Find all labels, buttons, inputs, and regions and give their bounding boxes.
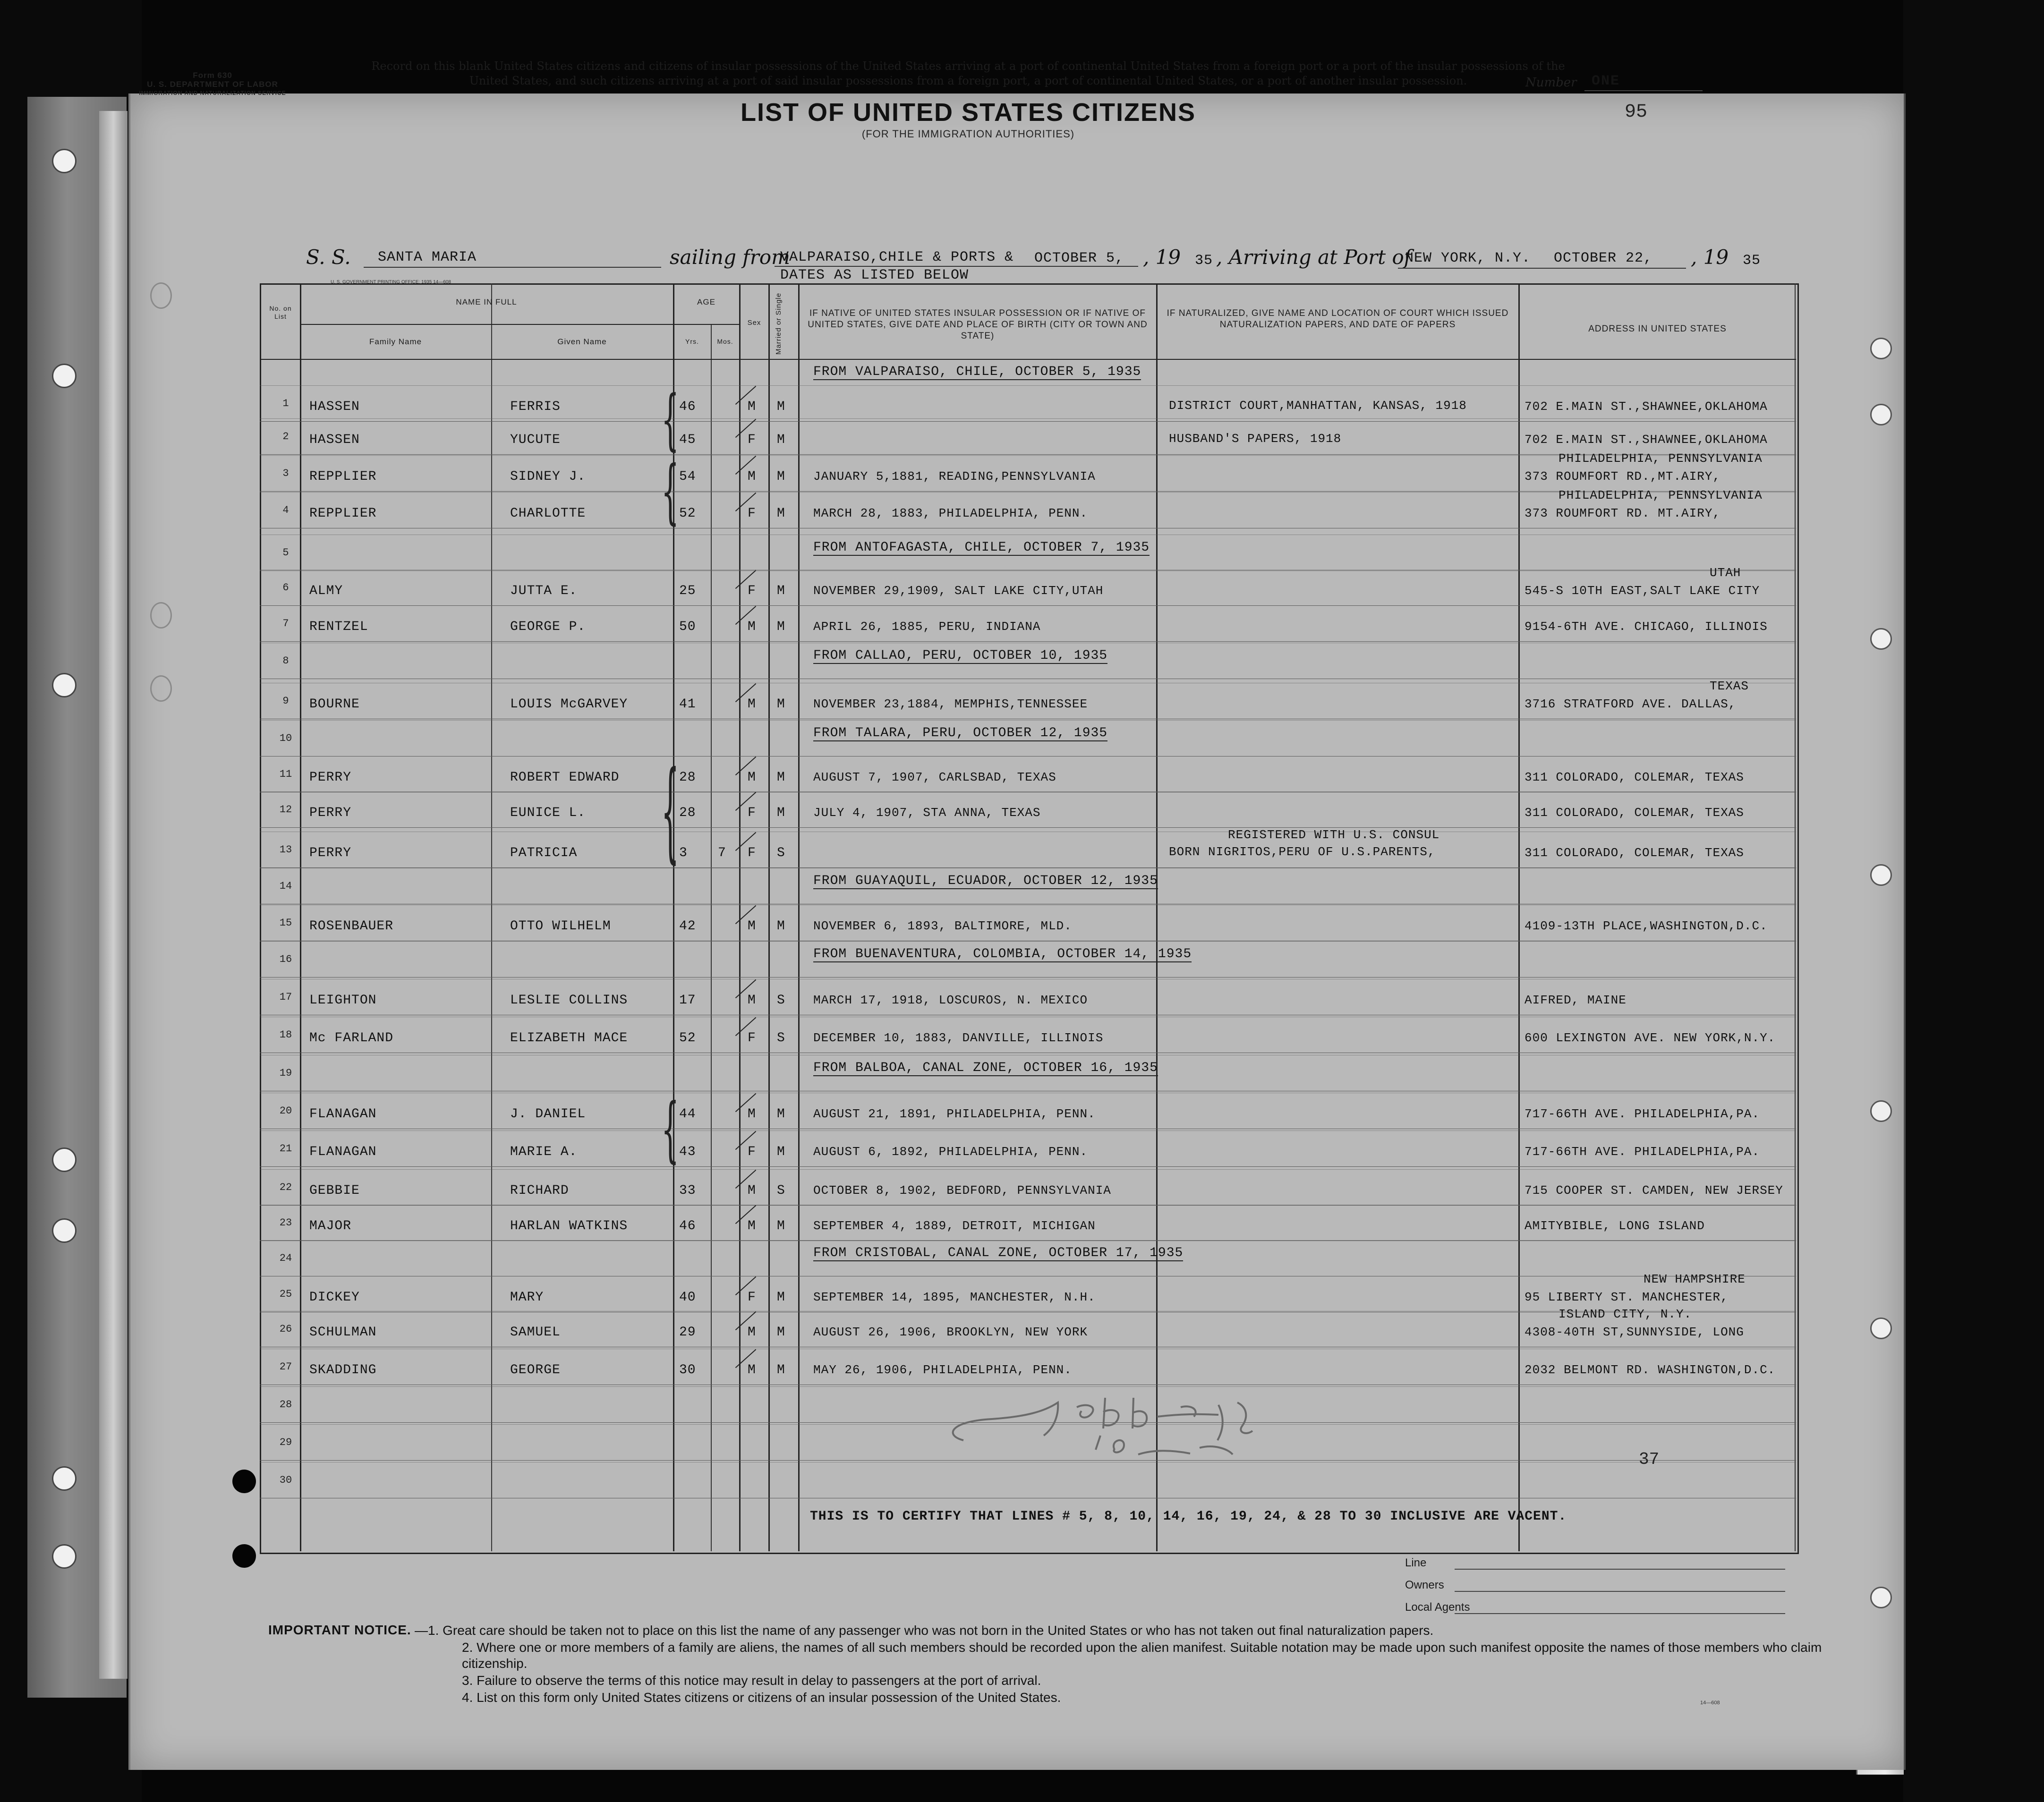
binder-hole — [52, 1544, 77, 1569]
age-years: 41 — [679, 697, 696, 712]
margin-circle — [150, 282, 172, 309]
age-years: 46 — [679, 400, 696, 414]
arrival-underline — [1398, 268, 1686, 269]
naturalization: BORN NIGRITOS,PERU OF U.S.PARENTS, — [1169, 845, 1436, 859]
marital-status: M — [777, 697, 785, 712]
departure-port-line2: DATES AS LISTED BELOW — [780, 267, 969, 283]
header-family-name: Family Name — [369, 337, 422, 346]
line-number: 12 — [279, 804, 292, 816]
row-rule — [260, 1240, 1796, 1241]
naturalization: HUSBAND'S PAPERS, 1918 — [1169, 432, 1342, 446]
family-name: PERRY — [309, 770, 352, 785]
line-number: 26 — [279, 1323, 292, 1335]
family-name: Mc FARLAND — [309, 1031, 394, 1046]
col-divider — [739, 283, 741, 1551]
line-number: 3 — [282, 468, 289, 479]
ship-underline — [364, 267, 661, 268]
arriving-label: , Arriving at Port of — [1216, 246, 1412, 269]
line-number: 16 — [279, 953, 292, 965]
given-name: OTTO WILHELM — [510, 919, 611, 934]
col-divider — [1156, 283, 1158, 1551]
family-name: BOURNE — [309, 697, 360, 712]
line-number: 20 — [279, 1105, 292, 1117]
sex: M — [748, 1183, 756, 1198]
line-number: 25 — [279, 1288, 292, 1300]
marital-status: M — [777, 469, 785, 484]
family-name: LEIGHTON — [309, 993, 377, 1008]
notice-item-1: —1. Great care should be taken not to place on this list the name of any passenger who was not born in the United States or who has not taken out final naturalization papers. — [415, 1623, 1434, 1638]
binder-hole — [52, 149, 77, 173]
family-name: REPPLIER — [309, 506, 377, 521]
address: 4308-40TH ST,SUNNYSIDE, LONG — [1524, 1325, 1744, 1339]
col-divider — [300, 283, 301, 1551]
header-married-single: Married or Single — [775, 292, 783, 355]
address: 3716 STRATFORD AVE. DALLAS, — [1524, 697, 1737, 711]
age-years: 25 — [679, 584, 696, 598]
address: 373 ROUMFORT RD. MT.AIRY, — [1524, 506, 1721, 520]
col-divider — [711, 324, 712, 1551]
sex: F — [748, 506, 756, 521]
line-number: 13 — [279, 844, 292, 856]
row-rule — [260, 641, 1796, 642]
birth-date-place: NOVEMBER 23,1884, MEMPHIS,TENNESSEE — [813, 697, 1088, 711]
page-subtitle: (FOR THE IMMIGRATION AUTHORITIES) — [861, 128, 1075, 140]
address: 4109-13TH PLACE,WASHINGTON,D.C. — [1524, 919, 1768, 933]
margin-number: 37 — [1639, 1450, 1660, 1469]
family-name: HASSEN — [309, 400, 360, 414]
marital-status: M — [777, 1107, 785, 1122]
address: 702 E.MAIN ST.,SHAWNEE,OKLAHOMA — [1524, 400, 1768, 414]
birth-date-place: MAY 26, 1906, PHILADELPHIA, PENN. — [813, 1363, 1072, 1377]
address: 95 LIBERTY ST. MANCHESTER, — [1524, 1290, 1729, 1304]
line-number: 24 — [279, 1252, 292, 1264]
age-years: 40 — [679, 1290, 696, 1305]
age-years: 45 — [679, 433, 696, 447]
line-number: 23 — [279, 1217, 292, 1229]
sex: F — [748, 1031, 756, 1046]
section-header: FROM BALBOA, CANAL ZONE, OCTOBER 16, 1935 — [813, 1061, 1158, 1075]
family-brace: { — [661, 1088, 680, 1172]
given-name: FERRIS — [510, 400, 561, 414]
punch-hole — [232, 1544, 256, 1568]
address: 717-66TH AVE. PHILADELPHIA,PA. — [1524, 1107, 1760, 1121]
birth-date-place: DECEMBER 10, 1883, DANVILLE, ILLINOIS — [813, 1031, 1104, 1045]
age-years: 30 — [679, 1363, 696, 1377]
given-name: CHARLOTTE — [510, 506, 586, 521]
departure-port: VALPARAISO,CHILE & PORTS & — [780, 249, 1014, 265]
address-line-top: ISLAND CITY, N.Y. — [1559, 1307, 1692, 1321]
form-number: Form 630 — [193, 71, 232, 80]
owners-underline — [1455, 1591, 1785, 1592]
binder-hole — [52, 1466, 77, 1491]
col-divider — [491, 283, 492, 1551]
given-name: J. DANIEL — [510, 1107, 586, 1122]
arrival-port: NEW YORK, N.Y. — [1405, 250, 1531, 266]
given-name: LOUIS McGARVEY — [510, 697, 628, 712]
row-rule — [260, 941, 1796, 942]
header-no-on-list: No. on List — [269, 305, 292, 320]
birth-date-place: SEPTEMBER 4, 1889, DETROIT, MICHIGAN — [813, 1219, 1096, 1233]
family-name: ALMY — [309, 584, 343, 598]
arrival-year-prefix: , 19 — [1691, 246, 1729, 269]
row-rule — [260, 977, 1796, 978]
marital-status: M — [777, 1363, 785, 1377]
birth-date-place: AUGUST 6, 1892, PHILADELPHIA, PENN. — [813, 1145, 1088, 1159]
line-number: 18 — [279, 1029, 292, 1041]
notice-item-2: 2. Where one or more members of a family are aliens, the names of all such members should be recorded upon the alien manifest. Suitable notation may be made upon such manifest opposite the names of those members who claim citizenship. — [462, 1640, 1822, 1671]
row-rule — [260, 418, 1796, 419]
row-rule — [260, 1169, 1796, 1170]
line-number: 21 — [279, 1143, 292, 1155]
sex: F — [748, 584, 756, 598]
header-birthplace: IF NATIVE OF UNITED STATES INSULAR POSSESSION OR IF NATIVE OF UNITED STATES, GIVE DATE AND PLACE OF BIRTH (CITY OR TOWN AND STATE) — [808, 308, 1148, 341]
birth-date-place: AUGUST 7, 1907, CARLSBAD, TEXAS — [813, 770, 1056, 784]
naturalization-line1: REGISTERED WITH U.S. CONSUL — [1228, 828, 1440, 842]
section-header: FROM GUAYAQUIL, ECUADOR, OCTOBER 12, 1935 — [813, 874, 1158, 888]
line-number: 9 — [282, 695, 289, 707]
sex: M — [748, 1107, 756, 1122]
sex: F — [748, 806, 756, 820]
row-rule — [260, 605, 1796, 606]
certification-text: THIS IS TO CERTIFY THAT LINES # 5, 8, 10, 14, 16, 19, 24, & 28 TO 30 INCLUSIVE ARE VACENT. — [810, 1509, 1567, 1524]
age-years: 17 — [679, 993, 696, 1008]
binder-hole — [52, 364, 77, 388]
sex: M — [748, 1325, 756, 1340]
given-name: YUCUTE — [510, 433, 561, 447]
header-given-name: Given Name — [557, 337, 607, 346]
family-brace: { — [661, 382, 680, 459]
col-divider — [768, 283, 770, 1551]
given-name: GEORGE P. — [510, 620, 586, 634]
given-name: JUTTA E. — [510, 584, 578, 598]
marital-status: S — [777, 1183, 785, 1198]
line-number: 29 — [279, 1436, 292, 1448]
marital-status: M — [777, 1325, 785, 1340]
family-name: SKADDING — [309, 1363, 377, 1377]
binder-strip-inner — [99, 111, 128, 1679]
address-line-top: NEW HAMPSHIRE — [1644, 1272, 1746, 1286]
section-header: FROM CALLAO, PERU, OCTOBER 10, 1935 — [813, 648, 1108, 663]
address-line-top: UTAH — [1710, 566, 1741, 580]
ship-name: SANTA MARIA — [378, 249, 477, 265]
address: 600 LEXINGTON AVE. NEW YORK,N.Y. — [1524, 1031, 1776, 1045]
section-header: FROM CRISTOBAL, CANAL ZONE, OCTOBER 17, 1935 — [813, 1246, 1184, 1260]
tab-hole — [1870, 864, 1892, 886]
family-name: FLANAGAN — [309, 1145, 377, 1159]
line-number: 14 — [279, 880, 292, 892]
sex: M — [748, 1363, 756, 1377]
header-address: ADDRESS IN UNITED STATES — [1588, 324, 1727, 334]
address: 311 COLORADO, COLEMAR, TEXAS — [1524, 846, 1744, 860]
birth-date-place: AUGUST 26, 1906, BROOKLYN, NEW YORK — [813, 1325, 1088, 1339]
given-name: MARIE A. — [510, 1145, 578, 1159]
family-name: HASSEN — [309, 433, 360, 447]
ss-label: S. S. — [306, 246, 351, 269]
number-underline — [1584, 90, 1703, 91]
given-name: EUNICE L. — [510, 806, 586, 820]
age-years: 3 — [679, 846, 688, 860]
family-name: MAJOR — [309, 1219, 352, 1233]
sex: M — [748, 469, 756, 484]
birth-date-place: AUGUST 21, 1891, PHILADELPHIA, PENN. — [813, 1107, 1096, 1121]
page-number: 95 — [1625, 102, 1648, 123]
row-rule — [260, 827, 1796, 828]
age-years: 52 — [679, 1031, 696, 1046]
age-years: 28 — [679, 770, 696, 785]
address-line-top: PHILADELPHIA, PENNSYLVANIA — [1559, 451, 1763, 466]
family-brace: { — [661, 748, 680, 876]
address: 2032 BELMONT RD. WASHINGTON,D.C. — [1524, 1363, 1776, 1377]
section-header: FROM ANTOFAGASTA, CHILE, OCTOBER 7, 1935 — [813, 540, 1150, 555]
section-header: FROM TALARA, PERU, OCTOBER 12, 1935 — [813, 726, 1108, 740]
given-name: PATRICIA — [510, 846, 578, 860]
family-name: GEBBIE — [309, 1183, 360, 1198]
sex: M — [748, 697, 756, 712]
header-mos: Mos. — [717, 338, 733, 345]
marital-status: M — [777, 1290, 785, 1305]
page-title: LIST OF UNITED STATES CITIZENS — [741, 98, 1196, 127]
line-label: Line — [1405, 1556, 1427, 1569]
row-rule — [260, 570, 1796, 571]
line-number: 1 — [282, 398, 289, 409]
given-name: SIDNEY J. — [510, 469, 586, 484]
line-number: 22 — [279, 1182, 292, 1193]
marital-status: M — [777, 770, 785, 785]
birth-date-place: NOVEMBER 6, 1893, BALTIMORE, MLD. — [813, 919, 1072, 933]
col-divider — [1795, 283, 1796, 1551]
family-name: ROSENBAUER — [309, 919, 394, 934]
address: 373 ROUMFORT RD.,MT.AIRY, — [1524, 469, 1721, 484]
sex: F — [748, 846, 756, 860]
birth-date-place: JULY 4, 1907, STA ANNA, TEXAS — [813, 806, 1041, 820]
sex: M — [748, 770, 756, 785]
line-number: 7 — [282, 618, 289, 629]
line-number: 10 — [279, 732, 292, 744]
age-years: 54 — [679, 469, 696, 484]
marital-status: M — [777, 433, 785, 447]
sex: M — [748, 919, 756, 934]
number-label: Number — [1525, 76, 1577, 90]
sex: F — [748, 1290, 756, 1305]
line-number: 6 — [282, 582, 289, 594]
age-years: 43 — [679, 1145, 696, 1159]
header-age: AGE — [697, 298, 715, 306]
given-name: LESLIE COLLINS — [510, 993, 628, 1008]
row-rule — [260, 385, 1796, 386]
age-years: 50 — [679, 620, 696, 634]
header-yrs: Yrs. — [685, 338, 699, 345]
notice-item-4: 4. List on this form only United States citizens or citizens of an insular possession of the United States. — [462, 1690, 1061, 1705]
age-years: 42 — [679, 919, 696, 934]
notice-heading: IMPORTANT NOTICE. — [268, 1623, 411, 1637]
sex: M — [748, 620, 756, 634]
intro-text: Record on this blank United States citizens and citizens of insular possessions of the United States arriving at a port of continental United States from a foreign port or a port of the insular possessions of the United States, and such citizens arriving at a port of said insular possessions from a foreign port, a port of continental United States, or a port of another insular possession. — [371, 60, 1565, 87]
tab-hole — [1870, 338, 1892, 359]
binder-hole — [52, 673, 77, 697]
row-rule — [260, 720, 1796, 721]
header-naturalized: IF NATURALIZED, GIVE NAME AND LOCATION OF COURT WHICH ISSUED NATURALIZATION PAPERS, AND DATE OF PAPERS — [1167, 308, 1509, 330]
binder-hole — [52, 1218, 77, 1243]
handwritten-signature — [935, 1384, 1275, 1464]
form-identifier — [132, 71, 293, 98]
col-divider — [798, 283, 800, 1551]
sex: M — [748, 1219, 756, 1233]
family-name: PERRY — [309, 806, 352, 820]
line-number: 11 — [279, 768, 292, 780]
family-brace: { — [661, 451, 680, 533]
row-rule — [260, 1130, 1796, 1131]
family-name: DICKEY — [309, 1290, 360, 1305]
birth-date-place: MARCH 17, 1918, LOSCUROS, N. MEXICO — [813, 993, 1088, 1007]
age-years: 44 — [679, 1107, 696, 1122]
line-number: 17 — [279, 991, 292, 1003]
sex: F — [748, 433, 756, 447]
birth-date-place: NOVEMBER 29,1909, SALT LAKE CITY,UTAH — [813, 584, 1104, 598]
tab-hole — [1870, 628, 1892, 650]
sail-date: OCTOBER 5, — [1034, 250, 1124, 266]
line-number: 15 — [279, 917, 292, 929]
printer-note: U. S. GOVERNMENT PRINTING OFFICE: 1935 14—608 — [331, 280, 451, 285]
marital-status: M — [777, 1145, 785, 1159]
line-number: 8 — [282, 655, 289, 667]
address: AIFRED, MAINE — [1524, 993, 1627, 1007]
given-name: SAMUEL — [510, 1325, 561, 1340]
address: AMITYBIBLE, LONG ISLAND — [1524, 1219, 1705, 1233]
address-line-top: TEXAS — [1710, 679, 1749, 693]
given-name: RICHARD — [510, 1183, 569, 1198]
birth-date-place: APRIL 26, 1885, PERU, INDIANA — [813, 620, 1041, 634]
age-months: 7 — [718, 846, 726, 860]
address-line-top: PHILADELPHIA, PENNSYLVANIA — [1559, 488, 1763, 502]
form-footer-code: 14—608 — [1700, 1700, 1720, 1706]
birth-date-place: SEPTEMBER 14, 1895, MANCHESTER, N.H. — [813, 1290, 1096, 1304]
line-number: 2 — [282, 431, 289, 442]
row-rule — [260, 421, 1796, 422]
address: 717-66TH AVE. PHILADELPHIA,PA. — [1524, 1145, 1760, 1159]
marital-status: M — [777, 400, 785, 414]
marital-status: M — [777, 806, 785, 820]
notice-item-3: 3. Failure to observe the terms of this notice may result in delay to passengers at the port of arrival. — [462, 1673, 1041, 1688]
age-years: 28 — [679, 806, 696, 820]
tab-hole — [1870, 1100, 1892, 1122]
given-name: ROBERT EDWARD — [510, 770, 620, 785]
family-name: RENTZEL — [309, 620, 368, 634]
line-number: 28 — [279, 1399, 292, 1411]
row-rule — [260, 1166, 1796, 1167]
department-name: U. S. DEPARTMENT OF LABOR — [147, 80, 278, 89]
address: 715 COOPER ST. CAMDEN, NEW JERSEY — [1524, 1183, 1783, 1198]
header-subline — [300, 324, 739, 325]
tab-hole — [1870, 1587, 1892, 1608]
address: 702 E.MAIN ST.,SHAWNEE,OKLAHOMA — [1524, 433, 1768, 447]
binder-hole — [52, 1148, 77, 1172]
punch-hole — [232, 1470, 256, 1493]
margin-circle — [150, 675, 172, 702]
family-name: FLANAGAN — [309, 1107, 377, 1122]
given-name: MARY — [510, 1290, 544, 1305]
address: 9154-6TH AVE. CHICAGO, ILLINOIS — [1524, 620, 1768, 634]
line-number: 19 — [279, 1067, 292, 1079]
naturalization: DISTRICT COURT,MANHATTAN, KANSAS, 1918 — [1169, 399, 1467, 413]
sailing-label: sailing from — [670, 246, 790, 269]
dark-right-margin — [1903, 0, 2044, 1802]
header-name-in-full: NAME IN FULL — [456, 298, 517, 306]
given-name: HARLAN WATKINS — [510, 1219, 628, 1233]
marital-status: M — [777, 584, 785, 598]
tab-hole — [1870, 404, 1892, 425]
arrival-date: OCTOBER 22, — [1554, 250, 1653, 266]
line-number: 5 — [282, 547, 289, 559]
local-agents-label: Local Agents — [1405, 1601, 1470, 1614]
age-years: 29 — [679, 1325, 696, 1340]
birth-date-place: JANUARY 5,1881, READING,PENNSYLVANIA — [813, 469, 1096, 484]
number-value: ONE — [1592, 73, 1620, 89]
address: 311 COLORADO, COLEMAR, TEXAS — [1524, 806, 1744, 820]
service-name: IMMIGRATION AND NATURALIZATION SERVICE — [139, 90, 286, 96]
marital-status: S — [777, 1031, 785, 1046]
sail-year: 35 — [1195, 253, 1213, 269]
line-number: 30 — [279, 1474, 292, 1486]
family-name: SCHULMAN — [309, 1325, 377, 1340]
age-years: 33 — [679, 1183, 696, 1198]
marital-status: S — [777, 993, 785, 1008]
row-rule — [260, 1205, 1796, 1206]
age-years: 46 — [679, 1219, 696, 1233]
family-name: PERRY — [309, 846, 352, 860]
birth-date-place: OCTOBER 8, 1902, BEDFORD, PENNSYLVANIA — [813, 1183, 1111, 1198]
sex: M — [748, 400, 756, 414]
birth-date-place: MARCH 28, 1883, PHILADELPHIA, PENN. — [813, 506, 1088, 520]
sex: F — [748, 1145, 756, 1159]
tab-hole — [1870, 1318, 1892, 1339]
row-rule — [260, 791, 1796, 792]
marital-status: M — [777, 506, 785, 521]
year-prefix: , 19 — [1143, 246, 1181, 269]
header-bottom-line — [260, 359, 1796, 360]
marital-status: S — [777, 846, 785, 860]
margin-circle — [150, 602, 172, 629]
address: 311 COLORADO, COLEMAR, TEXAS — [1524, 770, 1744, 784]
address: 545-S 10TH EAST,SALT LAKE CITY — [1524, 584, 1760, 598]
owners-label: Owners — [1405, 1579, 1444, 1591]
marital-status: M — [777, 1219, 785, 1233]
family-name: REPPLIER — [309, 469, 377, 484]
line-underline — [1455, 1569, 1785, 1570]
given-name: GEORGE — [510, 1363, 561, 1377]
line-number: 4 — [282, 504, 289, 516]
given-name: ELIZABETH MACE — [510, 1031, 628, 1046]
header-sex: Sex — [747, 319, 761, 327]
marital-status: M — [777, 919, 785, 934]
marital-status: M — [777, 620, 785, 634]
section-header: FROM BUENAVENTURA, COLOMBIA, OCTOBER 14, 1935 — [813, 947, 1192, 961]
sex: M — [748, 993, 756, 1008]
col-divider — [1518, 283, 1520, 1551]
age-years: 52 — [679, 506, 696, 521]
arrival-year: 35 — [1743, 253, 1761, 269]
line-number: 27 — [279, 1361, 292, 1373]
local-agents-underline — [1455, 1613, 1785, 1614]
section-header-valparaiso: FROM VALPARAISO, CHILE, OCTOBER 5, 1935 — [813, 365, 1141, 379]
